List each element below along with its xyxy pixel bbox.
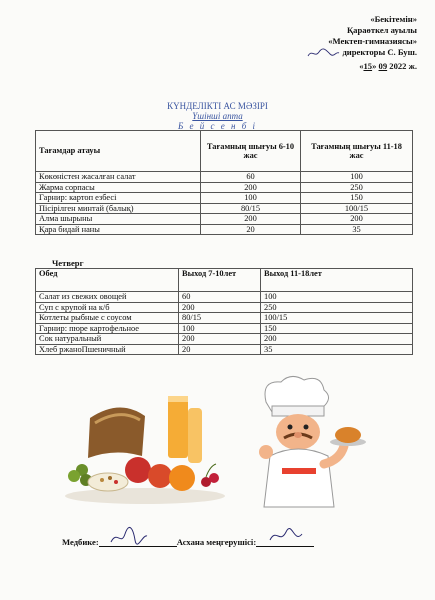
signature-footer <box>62 536 402 547</box>
portion-cell: 200 <box>201 214 301 225</box>
table-header-cell: Тағамның шығуы 11-18 жас <box>301 131 413 172</box>
portion-cell: 60 <box>179 292 261 303</box>
nurse-label: Медбике: <box>62 537 99 547</box>
menu-title <box>0 101 435 131</box>
table-row <box>36 302 413 313</box>
table-row <box>36 292 413 303</box>
approval-line2: Қараөткел ауылы <box>346 25 417 35</box>
portion-cell: 20 <box>179 344 261 355</box>
portion-cell: 150 <box>301 193 413 204</box>
dish-name-cell: Алма шырыны <box>36 214 201 225</box>
dish-name-cell: Пісірілген минтай (балық) <box>36 203 201 214</box>
portion-cell: 100 <box>201 193 301 204</box>
portion-cell: 200 <box>179 334 261 345</box>
portion-cell: 100 <box>301 172 413 183</box>
portion-cell: 200 <box>201 182 301 193</box>
menu-table-russian <box>35 268 413 355</box>
portion-cell: 80/15 <box>179 313 261 324</box>
dish-name-cell: Көкөністен жасалған салат <box>36 172 201 183</box>
table-header-cell: Тағамның шығуы 6-10 жас <box>201 131 301 172</box>
dish-name-cell: Гарнир: пюре картофельное <box>36 323 179 334</box>
food-illustration <box>60 378 230 506</box>
menu-week: Үшінші апта <box>192 111 243 121</box>
table-header-cell: Выход 11-18лет <box>261 269 413 292</box>
portion-cell: 35 <box>301 224 413 235</box>
table-row <box>36 193 413 204</box>
approval-line1: «Бекітемін» <box>370 14 417 24</box>
approval-date: «15» 09 2022 ж. <box>359 61 417 72</box>
table-header-row <box>36 131 413 172</box>
table-row <box>36 334 413 345</box>
portion-cell: 100/15 <box>261 313 413 324</box>
portion-cell: 250 <box>301 182 413 193</box>
menu-day: Б е й с е н б і <box>177 121 258 131</box>
portion-cell: 250 <box>261 302 413 313</box>
table-row <box>36 344 413 355</box>
portion-cell: 100 <box>261 292 413 303</box>
table-row <box>36 203 413 214</box>
approval-line4: директоры С. Буш. <box>237 47 417 59</box>
portion-cell: 150 <box>261 323 413 334</box>
table-header-cell: Обед <box>36 269 179 292</box>
portion-cell: 60 <box>201 172 301 183</box>
menu-title-main: КҮНДЕЛІКТІ АС МӘЗІРІ <box>167 101 268 111</box>
chef-illustration <box>236 372 366 512</box>
menu-table-kazakh <box>35 130 413 235</box>
approval-day: 15 <box>363 61 373 72</box>
table-row <box>36 214 413 225</box>
director-signature <box>306 47 340 59</box>
dish-name-cell: Сок натуральный <box>36 334 179 345</box>
dish-name-cell: Хлеб ржаноПшеничный <box>36 344 179 355</box>
approval-stamp <box>237 14 417 72</box>
dish-name-cell: Жарма сорпасы <box>36 182 201 193</box>
approval-month: 09 <box>378 61 388 72</box>
portion-cell: 80/15 <box>201 203 301 214</box>
dish-name-cell: Котлеты рыбные с соусом <box>36 313 179 324</box>
portion-cell: 200 <box>179 302 261 313</box>
dish-name-cell: Гарнир: картоп езбесі <box>36 193 201 204</box>
table-row <box>36 182 413 193</box>
table-header-cell: Выход 7-10лет <box>179 269 261 292</box>
dish-name-cell: Суп с крупой на к/б <box>36 302 179 313</box>
table-row <box>36 172 413 183</box>
table-row <box>36 313 413 324</box>
table-header-cell: Тағамдар атауы <box>36 131 201 172</box>
portion-cell: 100 <box>179 323 261 334</box>
table-row <box>36 323 413 334</box>
table-header-row <box>36 269 413 292</box>
day-label-thursday: Четверг <box>52 258 84 268</box>
portion-cell: 100/15 <box>301 203 413 214</box>
table-row <box>36 224 413 235</box>
portion-cell: 200 <box>301 214 413 225</box>
portion-cell: 35 <box>261 344 413 355</box>
approval-line3: «Мектеп-гимназиясы» <box>328 36 417 46</box>
portion-cell: 20 <box>201 224 301 235</box>
dish-name-cell: Қара бидай наны <box>36 224 201 235</box>
approval-year: 2022 ж. <box>389 61 417 72</box>
dish-name-cell: Салат из свежих овощей <box>36 292 179 303</box>
portion-cell: 200 <box>261 334 413 345</box>
nurse-signature-line <box>99 536 177 547</box>
cook-signature-line <box>256 536 314 547</box>
cook-label: Асхана меңгерушісі: <box>176 537 257 547</box>
